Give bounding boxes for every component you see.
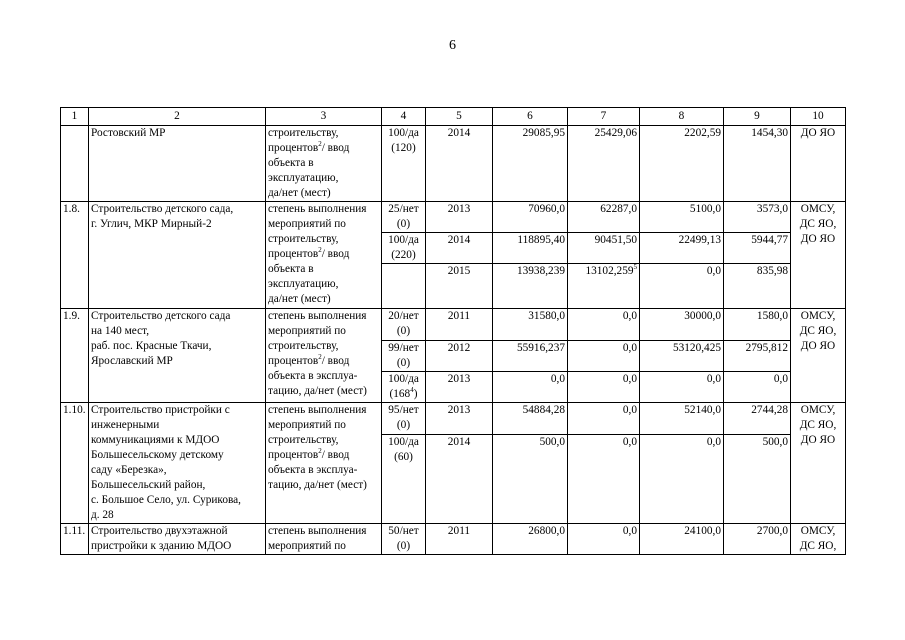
- amount-regional-cell: 30000,0: [640, 309, 724, 341]
- indicator-cell: [266, 524, 382, 555]
- amount-federal-cell: [568, 233, 640, 264]
- amount-total-cell: 70960,0: [493, 202, 568, 233]
- target-value-cell: [382, 264, 426, 309]
- amount-federal-cell: [568, 524, 640, 555]
- amount-total-cell: 118895,40: [493, 233, 568, 264]
- year-cell: 2013: [426, 202, 493, 233]
- amount-local-cell: 835,98: [724, 264, 791, 309]
- executor-cell: ОМСУ, ДС ЯО, ДО ЯО: [791, 202, 846, 309]
- amount-local-cell: 2744,28: [724, 403, 791, 435]
- header-cell-7: 7: [568, 108, 640, 126]
- header-cell-1: 1: [61, 108, 89, 126]
- amount-local-cell: 1580,0: [724, 309, 791, 341]
- amount-federal-cell: [568, 372, 640, 403]
- executor-cell: ОМСУ, ДС ЯО, ДО ЯО: [791, 403, 846, 524]
- table-body: [61, 108, 846, 555]
- row-number-cell: 1.9.: [61, 309, 89, 403]
- object-name-cell: Строительство детского сада на 140 мест, раб. пос. Красные Ткачи, Ярославский МР: [89, 309, 266, 403]
- target-value-text: 100/да (120): [388, 127, 419, 154]
- amount-regional-cell: 53120,425: [640, 341, 724, 372]
- amount-total-cell: 0,0: [493, 372, 568, 403]
- amount-federal-cell: [568, 264, 640, 309]
- indicator-text: строительству, процентов: [268, 127, 339, 154]
- target-value-text: 100/да (168: [388, 373, 419, 400]
- amount-federal-cell: [568, 126, 640, 202]
- object-name-cell: Строительство пристройки с инженерными коммуникациями к МДОО Большесельскому детскому саду «Березка», Большесельский район, с. Большое Село, ул. Сурикова, д. 28: [89, 403, 266, 524]
- target-value-cell: [382, 372, 426, 403]
- target-value-cell: [382, 309, 426, 341]
- indicator-cell: [266, 403, 382, 524]
- amount-federal-cell: [568, 435, 640, 524]
- amount-federal-text: 90451,50: [594, 234, 637, 246]
- table-row: [61, 309, 846, 341]
- amount-local-cell: 2795,812: [724, 341, 791, 372]
- amount-total-cell: 55916,237: [493, 341, 568, 372]
- executor-cell: ДО ЯО: [791, 126, 846, 202]
- amount-federal-text: 0,0: [622, 342, 637, 354]
- indicator-text-cont: / ввод объекта в эксплуатацию, да/нет (мест): [268, 142, 350, 199]
- target-value-text: 50/нет (0): [388, 525, 419, 552]
- row-number-cell: 1.11.: [61, 524, 89, 555]
- amount-total-cell: 31580,0: [493, 309, 568, 341]
- year-cell: 2014: [426, 435, 493, 524]
- indicator-text: степень выполнения мероприятий по: [268, 525, 367, 552]
- amount-regional-cell: 52140,0: [640, 403, 724, 435]
- indicator-cell: [266, 126, 382, 202]
- indicator-text: степень выполнения мероприятий по строительству, процентов: [268, 203, 367, 260]
- row-number-cell: 1.10.: [61, 403, 89, 524]
- amount-federal-text: 0,0: [622, 373, 637, 385]
- amount-total-cell: 13938,239: [493, 264, 568, 309]
- indicator-text-cont: / ввод объекта в эксплуатацию, да/нет (мест): [268, 248, 350, 305]
- object-name-cell: Строительство детского сада, г. Углич, МКР Мирный-2: [89, 202, 266, 309]
- amount-federal-text: 25429,06: [594, 127, 637, 139]
- header-cell-10: 10: [791, 108, 846, 126]
- target-footnote-mark: 4: [410, 386, 414, 395]
- header-cell-5: 5: [426, 108, 493, 126]
- year-cell: 2014: [426, 126, 493, 202]
- target-value-tail: ): [413, 388, 418, 400]
- target-value-text: 25/нет (0): [388, 203, 419, 230]
- indicator-footnote-mark: 2: [318, 353, 322, 362]
- header-cell-2: 2: [89, 108, 266, 126]
- year-cell: 2014: [426, 233, 493, 264]
- header-cell-8: 8: [640, 108, 724, 126]
- object-name-cell: Ростовский МР: [89, 126, 266, 202]
- amount-total-cell: 26800,0: [493, 524, 568, 555]
- target-value-cell: [382, 524, 426, 555]
- header-cell-4: 4: [382, 108, 426, 126]
- target-value-cell: [382, 435, 426, 524]
- indicator-footnote-mark: 2: [318, 447, 322, 456]
- header-cell-9: 9: [724, 108, 791, 126]
- page-number: 6: [449, 38, 456, 53]
- column-number-row: [61, 108, 846, 126]
- indicator-footnote-mark: 2: [318, 140, 322, 149]
- amount-regional-cell: 5100,0: [640, 202, 724, 233]
- table-row: [61, 524, 846, 555]
- indicator-text-cont: / ввод объекта в эксплуа- тацию, да/нет (мест): [268, 355, 367, 397]
- target-value-cell: [382, 233, 426, 264]
- table-row: [61, 403, 846, 435]
- year-cell: 2012: [426, 341, 493, 372]
- executor-cell: ОМСУ, ДС ЯО, ДО ЯО: [791, 309, 846, 403]
- target-value-text: 20/нет (0): [388, 310, 419, 337]
- year-cell: 2011: [426, 309, 493, 341]
- target-value-text: 99/нет (0): [388, 342, 419, 369]
- indicator-footnote-mark: 2: [318, 246, 322, 255]
- amount-federal-cell: [568, 309, 640, 341]
- table-row: [61, 126, 846, 202]
- amount-local-cell: 2700,0: [724, 524, 791, 555]
- amount-federal-cell: [568, 403, 640, 435]
- target-value-cell: [382, 341, 426, 372]
- amount-total-cell: 54884,28: [493, 403, 568, 435]
- amount-federal-text: 0,0: [622, 525, 637, 537]
- amount-total-cell: 500,0: [493, 435, 568, 524]
- amount-federal-text: 13102,259: [585, 265, 634, 277]
- amount-federal-cell: [568, 341, 640, 372]
- amount-footnote-mark: 5: [633, 263, 637, 272]
- year-cell: 2015: [426, 264, 493, 309]
- program-table: [60, 107, 846, 555]
- indicator-text: степень выполнения мероприятий по строительству, процентов: [268, 404, 367, 461]
- amount-federal-text: 62287,0: [600, 203, 637, 215]
- amount-regional-cell: 0,0: [640, 435, 724, 524]
- amount-local-cell: 500,0: [724, 435, 791, 524]
- amount-local-cell: 3573,0: [724, 202, 791, 233]
- indicator-text-cont: / ввод объекта в эксплуа- тацию, да/нет (мест): [268, 449, 367, 491]
- amount-regional-cell: 24100,0: [640, 524, 724, 555]
- amount-local-cell: 5944,77: [724, 233, 791, 264]
- target-value-text: 100/да (60): [388, 436, 419, 464]
- target-value-cell: [382, 403, 426, 435]
- indicator-cell: [266, 309, 382, 403]
- row-number-cell: [61, 126, 89, 202]
- executor-cell: ОМСУ, ДС ЯО,: [791, 524, 846, 555]
- target-value-cell: [382, 202, 426, 233]
- amount-regional-cell: 0,0: [640, 372, 724, 403]
- year-cell: 2013: [426, 372, 493, 403]
- header-cell-3: 3: [266, 108, 382, 126]
- amount-local-cell: 0,0: [724, 372, 791, 403]
- row-number-cell: 1.8.: [61, 202, 89, 309]
- indicator-text: степень выполнения мероприятий по строительству, процентов: [268, 310, 367, 367]
- target-value-cell: [382, 126, 426, 202]
- year-cell: 2011: [426, 524, 493, 555]
- target-value-text: 95/нет (0): [388, 404, 419, 431]
- amount-local-cell: 1454,30: [724, 126, 791, 202]
- amount-regional-cell: 0,0: [640, 264, 724, 309]
- table-row: [61, 202, 846, 233]
- amount-federal-text: 0,0: [622, 436, 637, 449]
- year-cell: 2013: [426, 403, 493, 435]
- header-cell-6: 6: [493, 108, 568, 126]
- amount-regional-cell: 22499,13: [640, 233, 724, 264]
- amount-federal-cell: [568, 202, 640, 233]
- amount-federal-text: 0,0: [622, 404, 637, 416]
- amount-regional-cell: 2202,59: [640, 126, 724, 202]
- amount-total-cell: 29085,95: [493, 126, 568, 202]
- amount-federal-text: 0,0: [622, 310, 637, 322]
- object-name-cell: Строительство двухэтажной пристройки к зданию МДОО: [89, 524, 266, 555]
- indicator-cell: [266, 202, 382, 309]
- target-value-text: 100/да (220): [388, 234, 419, 261]
